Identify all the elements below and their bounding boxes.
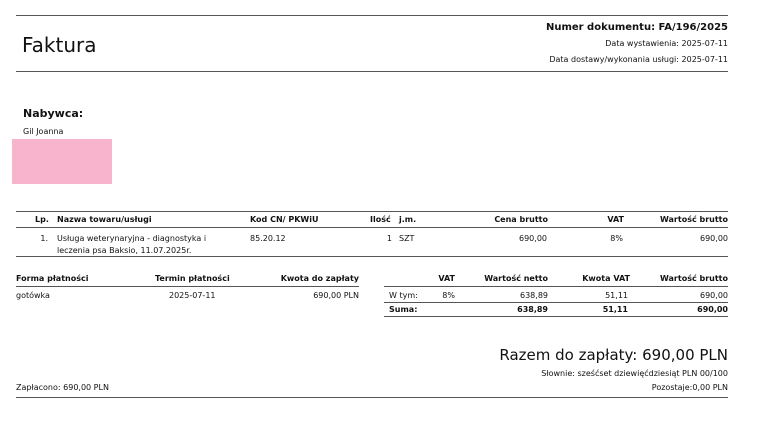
row-price: 690,00 [519,234,547,243]
payment-header-amount: Kwota do zapłaty [280,274,359,283]
col-header-unit: j.m. [399,215,417,224]
row-code: 85.20.12 [250,234,286,243]
row-unit: SZT [399,234,415,243]
buyer-name: Gil Joanna [23,127,64,136]
row-qty: 1 [386,234,392,243]
vat-total-net: 638,89 [517,305,548,314]
vat-row-net: 638,89 [520,291,548,300]
amount-in-words: Słownie: sześćset dziewięćdziesiąt PLN 00/100 [541,369,728,378]
vat-row-label: W tym: [389,291,418,300]
footer-rule [16,397,728,398]
col-header-qty: Ilość [370,215,391,224]
payment-amount: 690,00 PLN [313,291,359,300]
buyer-heading: Nabywca: [23,107,84,120]
row-value: 690,00 [700,234,728,243]
row-name-line1: Usługa weterynaryjna - diagnostyka i [57,234,207,243]
total-to-pay: Razem do zapłaty: 690,00 PLN [499,346,728,364]
header-rule [16,71,728,72]
vat-total-rule [384,316,728,317]
col-header-code: Kod CN/ PKWiU [250,215,319,224]
vat-header-rate: VAT [438,274,455,283]
vat-row-rate: 8% [442,291,455,300]
row-name-line2: leczenia psa Baksio, 11.07.2025r. [57,246,192,255]
col-header-value: Wartość brutto [659,215,728,224]
redacted-address-block [12,139,112,184]
vat-header-gross: Wartość brutto [659,274,728,283]
vat-row-amount: 51,11 [605,291,628,300]
amount-paid: Zapłacono: 690,00 PLN [16,383,109,392]
items-table-bottom-rule [16,256,728,257]
vat-total-label: Suma: [389,305,418,314]
payment-header-method: Forma płatności [16,274,89,283]
vat-header-net: Wartość netto [484,274,548,283]
page-title: Faktura [22,33,97,57]
row-vat: 8% [610,234,623,243]
vat-header-amount: Kwota VAT [582,274,630,283]
col-header-price: Cena brutto [494,215,548,224]
issue-date: Data wystawienia: 2025-07-11 [605,39,728,48]
col-header-vat: VAT [607,215,624,224]
top-rule [16,15,728,16]
document-number: Numer dokumentu: FA/196/2025 [545,22,728,33]
amount-remaining: Pozostaje:0,00 PLN [651,383,728,392]
items-table-top-rule [16,211,728,212]
vat-row-rule [384,302,728,303]
col-header-name: Nazwa towaru/usługi [57,215,152,224]
items-table-header-rule [16,227,728,228]
payment-header-due: Termin płatności [155,274,230,283]
payment-method: gotówka [16,291,50,300]
col-header-lp: Lp. [35,215,49,224]
vat-header-rule [384,286,728,287]
delivery-date: Data dostawy/wykonania usługi: 2025-07-11 [549,55,728,64]
vat-row-gross: 690,00 [700,291,728,300]
vat-total-amount: 51,11 [602,305,628,314]
payment-due-date: 2025-07-11 [169,291,216,300]
vat-total-gross: 690,00 [697,305,728,314]
payment-header-rule [16,286,359,287]
row-lp: 1. [40,234,48,243]
